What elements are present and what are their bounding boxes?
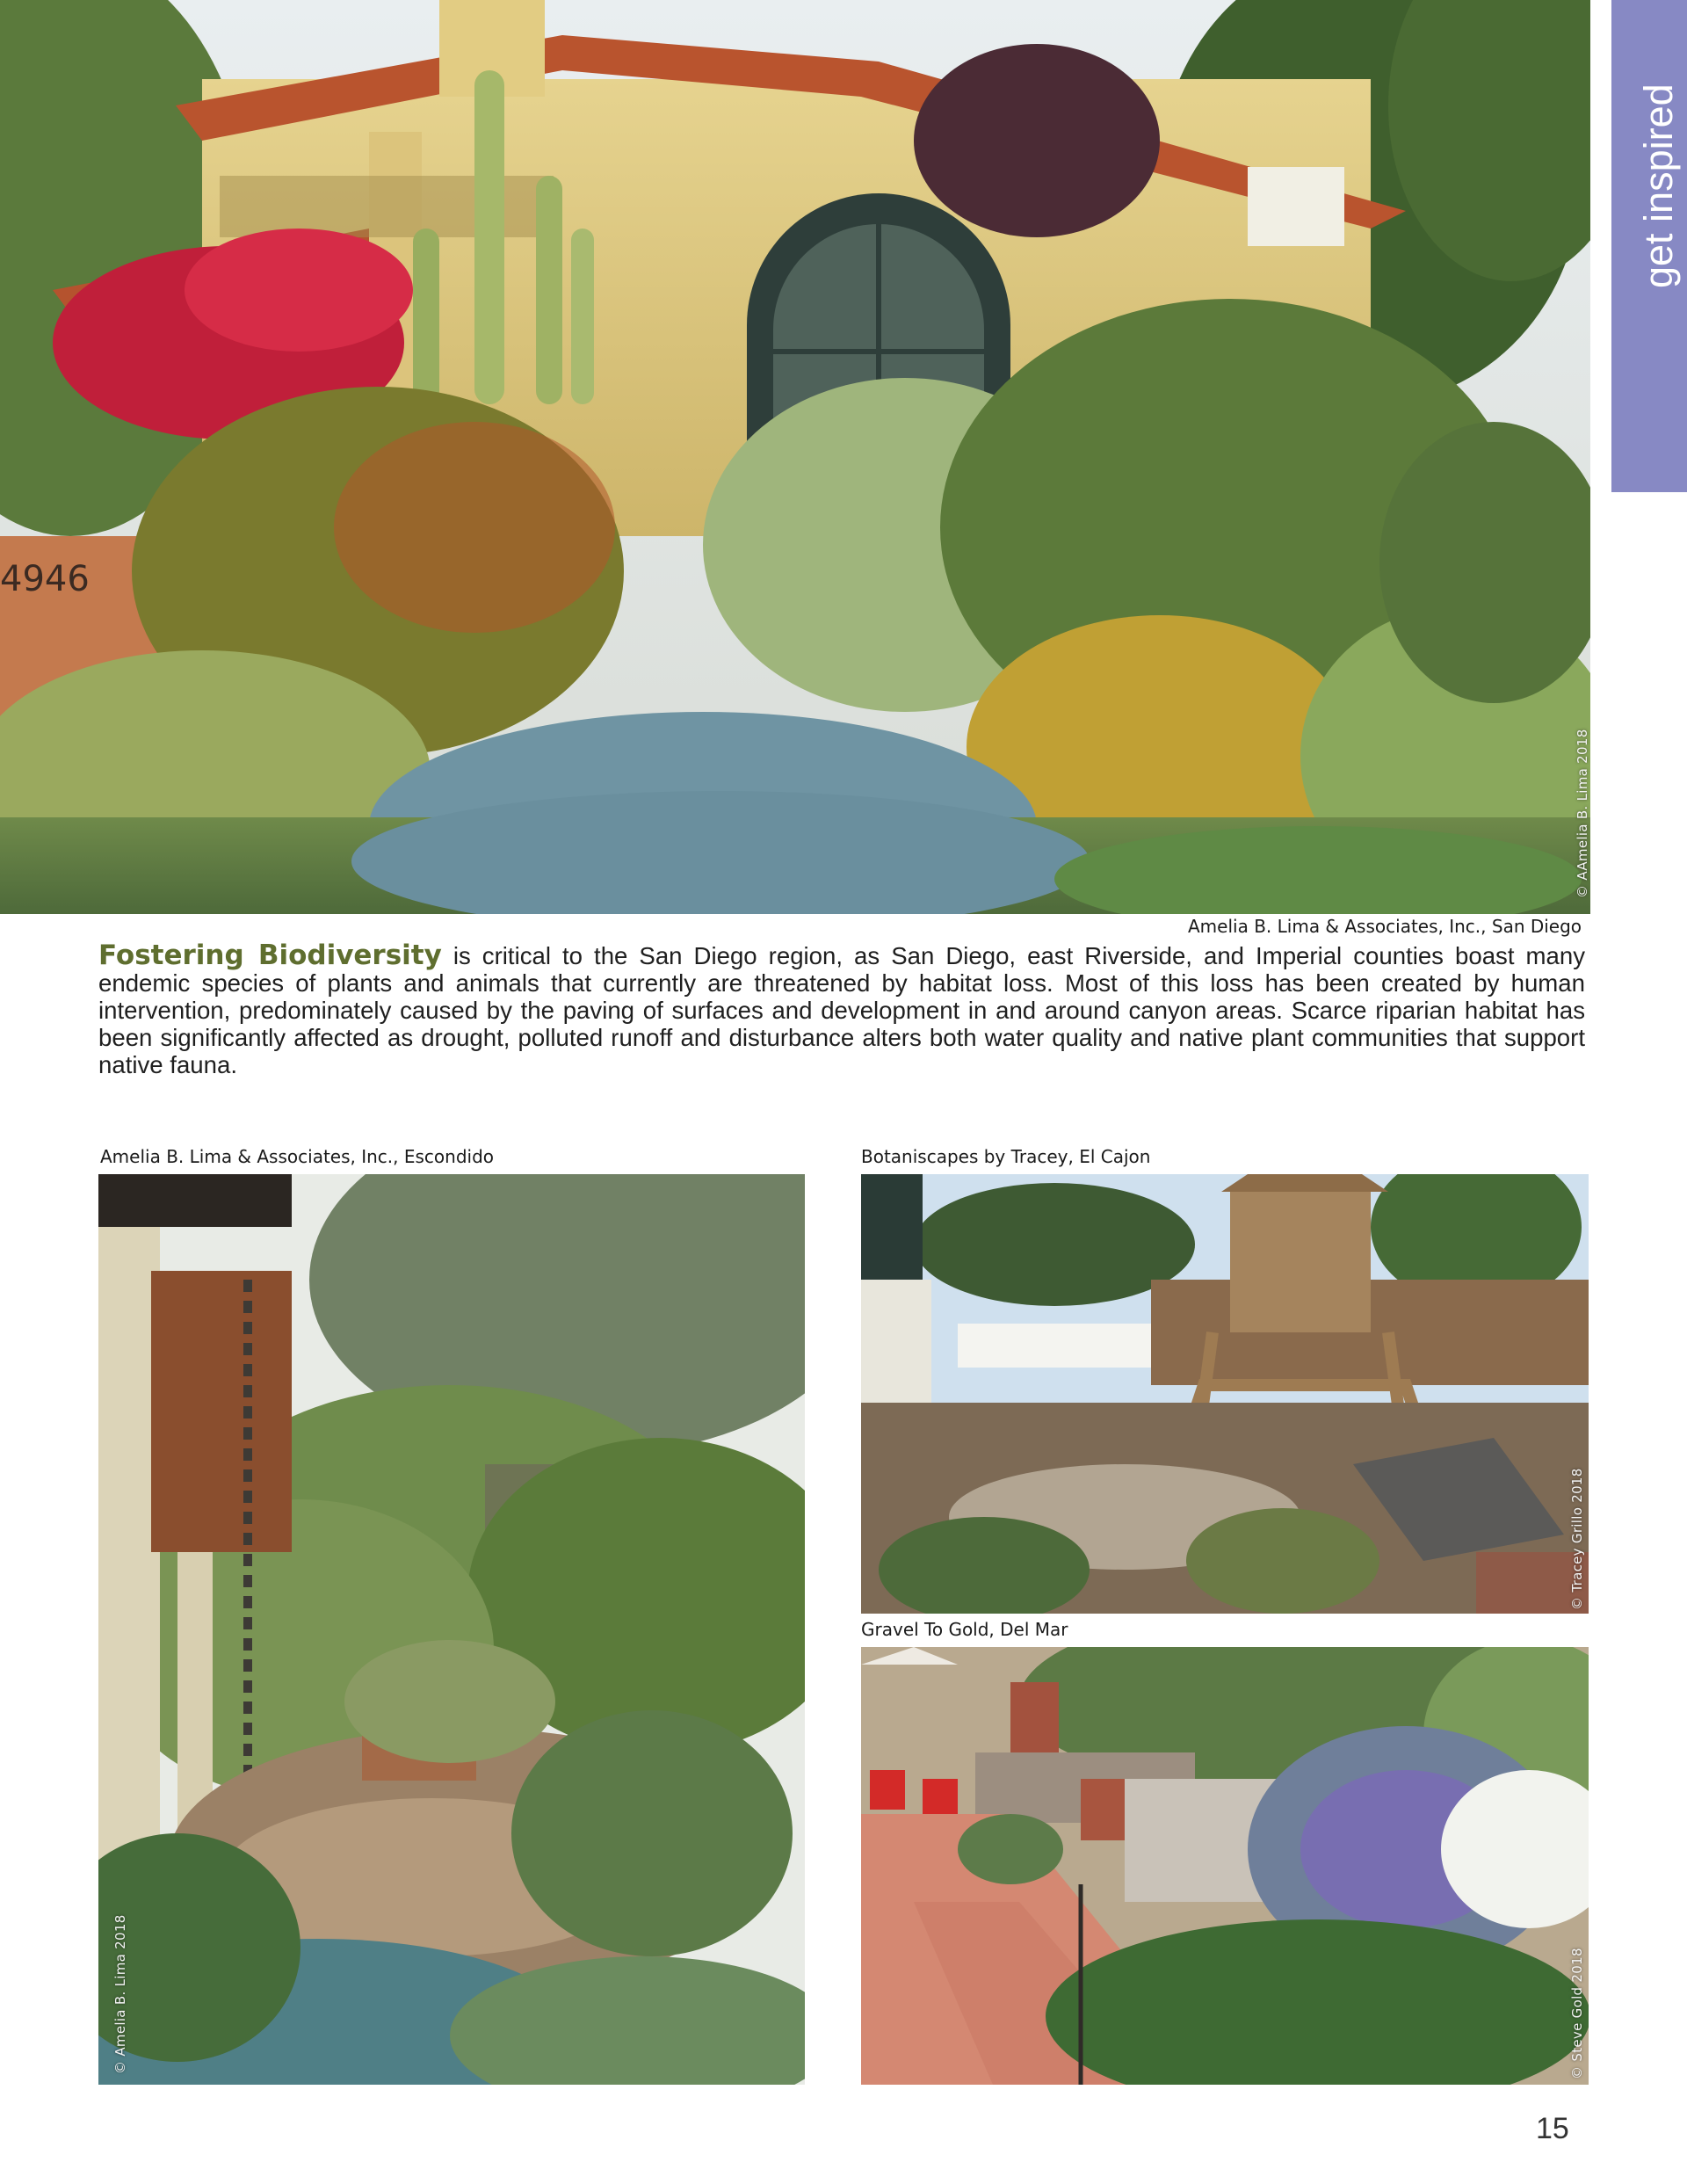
del-mar-caption: Gravel To Gold, Del Mar bbox=[861, 1619, 1068, 1640]
hero-caption: Amelia B. Lima & Associates, Inc., San Diego bbox=[1188, 916, 1582, 937]
escondido-photo-credit: © Amelia B. Lima 2018 bbox=[112, 1914, 128, 2074]
article-paragraph bbox=[98, 942, 1585, 1078]
el-cajon-caption: Botaniscapes by Tracey, El Cajon bbox=[861, 1146, 1151, 1167]
el-cajon-garden-photo bbox=[861, 1174, 1589, 1614]
del-mar-photo-credit: © Steve Gold 2018 bbox=[1569, 1948, 1585, 2079]
page-number: 15 bbox=[1536, 2112, 1569, 2145]
escondido-caption: Amelia B. Lima & Associates, Inc., Escondido bbox=[100, 1146, 495, 1167]
del-mar-garden-photo bbox=[861, 1647, 1589, 2085]
hero-photo-credit: © AAmelia B. Lima 2018 bbox=[1575, 729, 1590, 898]
hero-garden-photo bbox=[0, 0, 1590, 914]
el-cajon-photo-credit: © Tracey Grillo 2018 bbox=[1569, 1468, 1585, 1610]
escondido-garden-photo bbox=[98, 1174, 805, 2085]
section-tab-label: get inspired bbox=[1636, 83, 1681, 288]
article-body: is critical to the San Diego region, as San Diego, east Riverside, and Imperial counties boast many endemic species of plants and animals that currently are threatened by habitat loss. Most of this loss has been created by human intervention, predominately caused by the paving of surfaces and development in and around canyon areas. Scarce riparian habitat has been significantly affected as drought, polluted runoff and disturbance alters both water quality and native plant communities that support native fauna. bbox=[98, 942, 1585, 1078]
article-lead: Fostering Biodiversity bbox=[98, 940, 442, 971]
house-number: 4946 bbox=[0, 559, 90, 599]
